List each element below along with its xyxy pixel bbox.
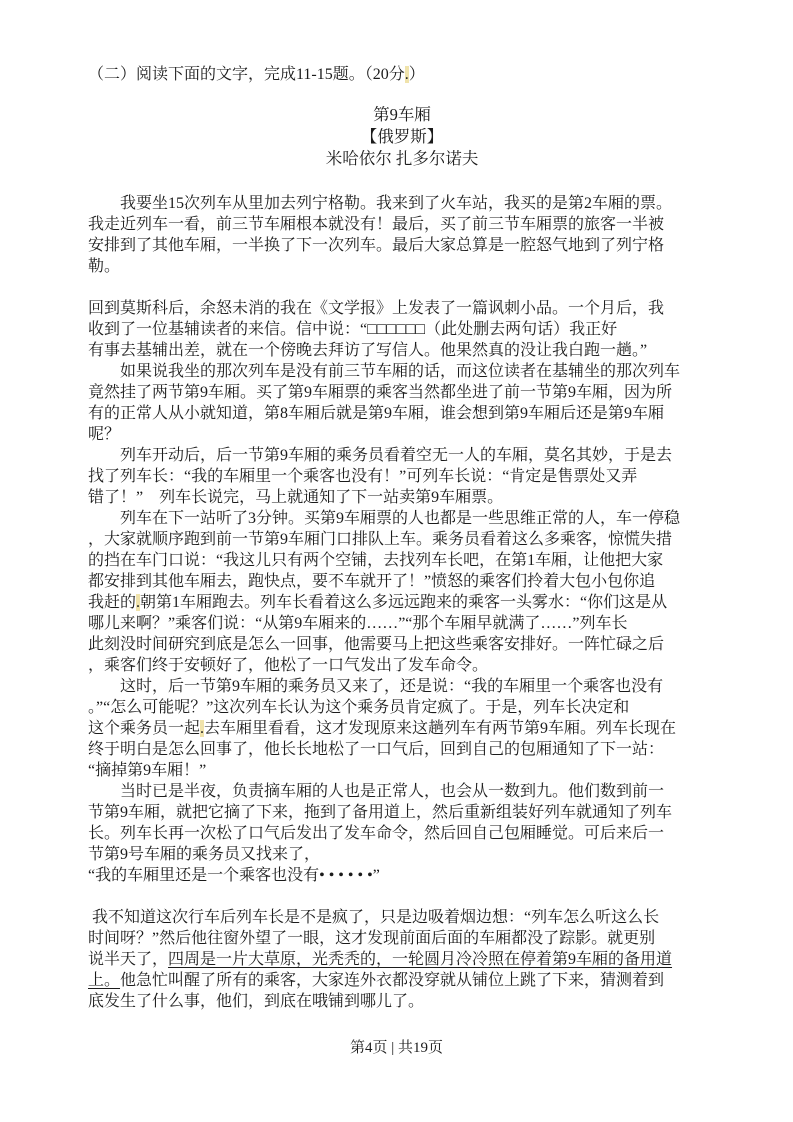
section-instruction xyxy=(88,64,716,85)
text-line xyxy=(88,613,716,634)
paragraph xyxy=(88,298,716,361)
text-line xyxy=(88,466,716,487)
text-segment: 我走近列车一看，前三节车厢根本就没有！最后，买了前三节车厢票的旅客一半被 xyxy=(88,216,665,233)
text-segment: 当时已是半夜，负责摘车厢的人也是正常人，也会从一数到九。他们数到前一 xyxy=(88,783,665,800)
text-line xyxy=(88,361,716,382)
page-footer: 第4页 | 共19页 xyxy=(349,1040,443,1056)
text-segment: 终于明白是怎么回事了，他长长地松了一口气后，回到自己的包厢通知了下一站： xyxy=(88,741,665,758)
text-line xyxy=(88,928,716,949)
text-segment: 有事去基辅出差，就在一个傍晚去拜访了写信人。他果然真的没让我白跑一趟。” xyxy=(88,342,648,359)
text-line xyxy=(88,739,716,760)
text-line xyxy=(88,235,716,256)
text-segment: 找了列车长：“我的车厢里一个乘客也没有！”可列车长说：“肯定是售票处又弄 xyxy=(88,468,638,485)
underlined-text: 上。 xyxy=(88,972,121,989)
text-line xyxy=(88,508,716,529)
text-segment: 时间呀？”然后他往窗外望了一眼，这才发现前面后面的车厢都没了踪影。就更别 xyxy=(88,930,656,947)
text-segment: 如果说我坐的那次列车是没有前三节车厢的话，而这位读者在基辅坐的那次列车 xyxy=(88,363,681,380)
highlight-dot: . xyxy=(136,594,141,611)
title-block xyxy=(88,104,716,170)
text-segment: 回到莫斯科后，余怒未消的我在《文学报》上发表了一篇讽刺小品。一个月后，我 xyxy=(88,300,665,317)
text-segment: 去车厢里看看，这才发现原来这趟列车有两节第9车厢。列车长现在 xyxy=(204,720,677,737)
text-line xyxy=(88,760,716,781)
highlight-dot: . xyxy=(200,720,205,737)
text-segment: 节第9车厢，就把它摘了下来，拖到了备用道上，然后重新组装好列车就通知了列车 xyxy=(88,804,673,821)
text-segment: “我的车厢里还是一个乘客也没有• • • • • •” xyxy=(88,867,380,884)
text-line xyxy=(88,571,716,592)
text-line xyxy=(88,697,716,718)
text-line xyxy=(88,424,716,445)
text-segment: ） xyxy=(408,66,425,83)
text-line xyxy=(88,298,716,319)
text-line xyxy=(88,802,716,823)
paragraph xyxy=(88,781,716,886)
text-line xyxy=(88,718,716,739)
text-segment: 有的正常人从小就知道，第8车厢后就是第9车厢，谁会想到第9车厢后还是第9车厢 xyxy=(88,405,665,422)
text-segment: 这时，后一节第9车厢的乘务员又来了，还是说：“我的车厢里一个乘客也没有 xyxy=(88,678,664,695)
text-segment: 这个乘务员一起 xyxy=(88,720,201,737)
article-body xyxy=(88,193,716,1012)
text-segment: ，大家就顺序跑到前一节第9车厢门口排队上车。乘务员看着这么多乘客，惊慌失措 xyxy=(88,531,673,548)
text-line xyxy=(88,214,716,235)
text-segment: 我要坐15次列车从里加去列宁格勒。我来到了火车站，我买的是第2车厢的票。 xyxy=(88,195,673,212)
text-segment: 列车开动后，后一节第9车厢的乘务员看着空无一人的车厢，莫名其妙，于是去 xyxy=(88,447,673,464)
text-segment: 安排到了其他车厢，一半换了下一次列车。最后大家总算是一腔怒气地到了列宁格 xyxy=(88,237,665,254)
paragraph xyxy=(88,361,716,445)
paragraph xyxy=(88,907,716,1012)
page-content xyxy=(88,64,716,1012)
text-segment: 呢？ xyxy=(88,426,121,443)
text-line xyxy=(88,844,716,865)
text-segment: 他急忙叫醒了所有的乘客，大家连外衣都没穿就从铺位上跳了下来，猜测着到 xyxy=(120,972,665,989)
text-segment: 底发生了什么事，他们，到底在哦铺到哪儿了。 xyxy=(88,993,425,1010)
text-line xyxy=(88,403,716,424)
text-segment: 我赶的 xyxy=(88,594,137,611)
text-segment: 勒。 xyxy=(88,258,121,275)
text-segment: 我不知道这次行车后列车长是不是疯了，只是边吸着烟边想：“列车怎么听这么长 xyxy=(88,909,660,926)
story-author: 米哈依尔 扎多尔诺夫 xyxy=(325,149,479,168)
text-line xyxy=(88,991,716,1012)
paragraph xyxy=(88,508,716,676)
text-segment: 竟然挂了两节第9车厢。买了第9车厢票的乘客当然都坐进了前一节第9车厢，因为所 xyxy=(88,384,673,401)
text-segment: 此刻没时间研究到底是怎么一回事，他需要马上把这些乘客安排好。一阵忙碌之后 xyxy=(88,636,665,653)
text-segment: “摘掉第9车厢！” xyxy=(88,762,207,779)
text-segment: 节第9号车厢的乘务员又找来了， xyxy=(88,846,321,863)
text-segment: 说半天了， xyxy=(88,951,169,968)
text-line xyxy=(88,781,716,802)
paragraph xyxy=(88,193,716,277)
text-line xyxy=(88,529,716,550)
text-segment: 长。列车长再一次松了口气后发出了发车命令，然后回自己包厢睡觉。可后来后一 xyxy=(88,825,665,842)
paragraph xyxy=(88,445,716,508)
text-segment: ，乘客们终于安顿好了，他松了一口气发出了发车命令。 xyxy=(88,657,489,674)
text-line xyxy=(88,382,716,403)
text-line xyxy=(88,823,716,844)
paragraph xyxy=(88,676,716,781)
text-line xyxy=(88,550,716,571)
text-line xyxy=(88,970,716,991)
text-line xyxy=(88,319,716,340)
text-line xyxy=(88,865,716,886)
text-segment: 列车在下一站听了3分钟。买第9车厢票的人也都是一些思维正常的人，车一停稳 xyxy=(88,510,681,527)
story-title: 第9车厢 xyxy=(373,105,431,124)
text-segment: 哪儿来啊？”乘客们说：“从第9车厢来的……”“那个车厢早就满了……”列车长 xyxy=(88,615,628,632)
highlight-dot: . xyxy=(404,66,409,83)
text-line xyxy=(88,487,716,508)
underlined-text: 四周是一片大草原，光秃秃的，一轮圆月冷冷照在停着第9车厢的备用道 xyxy=(168,951,673,968)
text-line xyxy=(88,340,716,361)
story-origin: 【俄罗斯】 xyxy=(360,127,444,146)
text-segment: 朝第1车厢跑去。列车长看着这么多远远跑来的乘客一头雾水：“你们这是从 xyxy=(140,594,668,611)
text-line xyxy=(88,907,716,928)
text-segment: 收到了一位基辅读者的来信。信中说：“□□□□□□（此处删去两句话）我正好 xyxy=(88,321,618,338)
text-segment: 都安排到其他车厢去，跑快点，要不车就开了！”愤怒的乘客们拎着大包小包你追 xyxy=(88,573,656,590)
text-segment: 。”“怎么可能呢？”这次列车长认为这个乘务员肯定疯了。于是，列车长决定和 xyxy=(88,699,630,716)
text-line xyxy=(88,256,716,277)
text-line xyxy=(88,949,716,970)
text-line xyxy=(88,193,716,214)
text-line xyxy=(88,634,716,655)
text-line xyxy=(88,592,716,613)
text-segment: 的挡在车门口说：“我这儿只有两个空铺，去找列车长吧，在第1车厢，让他把大家 xyxy=(88,552,664,569)
text-line xyxy=(88,445,716,466)
text-line xyxy=(88,676,716,697)
text-line xyxy=(88,655,716,676)
text-segment: （二）阅读下面的文字，完成11-15题。（20分 xyxy=(88,66,405,83)
text-segment: 错了！” 列车长说完，马上就通知了下一站卖第9车厢票。 xyxy=(88,489,504,506)
